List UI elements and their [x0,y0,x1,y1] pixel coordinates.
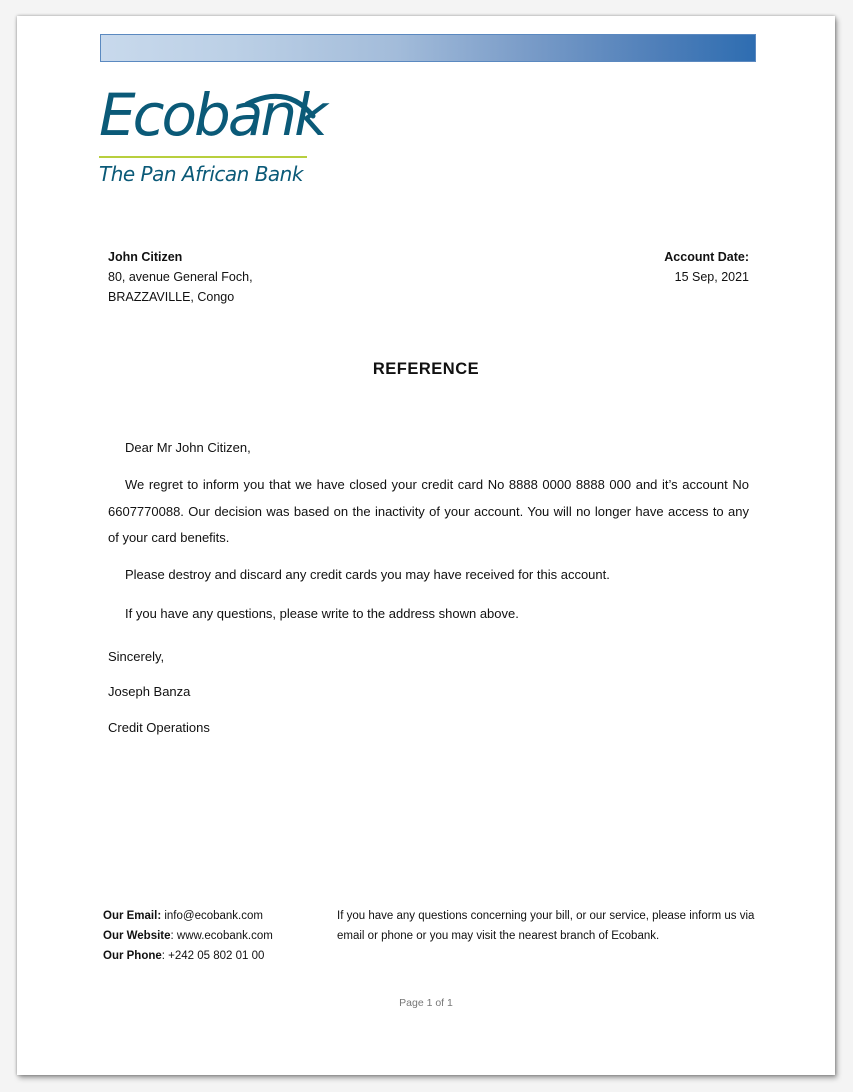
paragraph-destroy-cards: Please destroy and discard any credit cards you may have received for this account. [125,566,610,582]
phone-value: : +242 05 802 01 00 [161,950,265,962]
logo-accent-line [99,156,307,158]
footer-phone-row [103,946,273,966]
header-gradient-bar [100,34,756,62]
letter-body [108,438,749,624]
website-link[interactable]: : www.ecobank.com [170,930,273,942]
document-title: REFERENCE [372,360,480,378]
recipient-address [108,247,253,307]
ecobank-logo [97,81,327,196]
recipient-name: John Citizen [108,250,183,264]
email-link[interactable]: info@ecobank.com [161,910,263,922]
phone-label: Our Phone [103,950,162,962]
account-date-block [664,247,749,287]
signatory-name: Joseph Banza [108,684,191,699]
footer-email-row [103,906,273,926]
salutation: Dear Mr John Citizen, [125,440,251,455]
signatory-department: Credit Operations [108,720,210,735]
document-page [17,16,835,1075]
paragraph-questions: If you have any questions, please write to the address shown above. [125,605,519,621]
account-date-value: 15 Sep, 2021 [674,270,749,284]
logo-wordmark: Ecobank [99,81,325,149]
address-line-1: 80, avenue General Foch, [108,270,253,284]
address-line-2: BRAZZAVILLE, Congo [108,290,235,304]
paragraph-closure-notice: We regret to inform you that we have closed your credit card No 8888 0000 8888 000 and it’s account No 6607770088. Our decision was based on the inactivity of your account. You will no longer have access to any of your card benefits. [108,477,749,545]
email-label: Our Email: [103,910,162,922]
closing: Sincerely, [108,649,165,664]
account-date-label: Account Date: [664,250,749,264]
footer-notice: If you have any questions concerning your bill, or our service, please inform us via email or phone or you may visit the nearest branch of Ecobank. [337,910,755,942]
website-label: Our Website [103,930,171,942]
page-number: Page 1 of 1 [399,997,453,1009]
footer-contact [103,906,273,966]
footer-website-row [103,926,273,946]
logo-tagline: The Pan African Bank [99,162,303,186]
